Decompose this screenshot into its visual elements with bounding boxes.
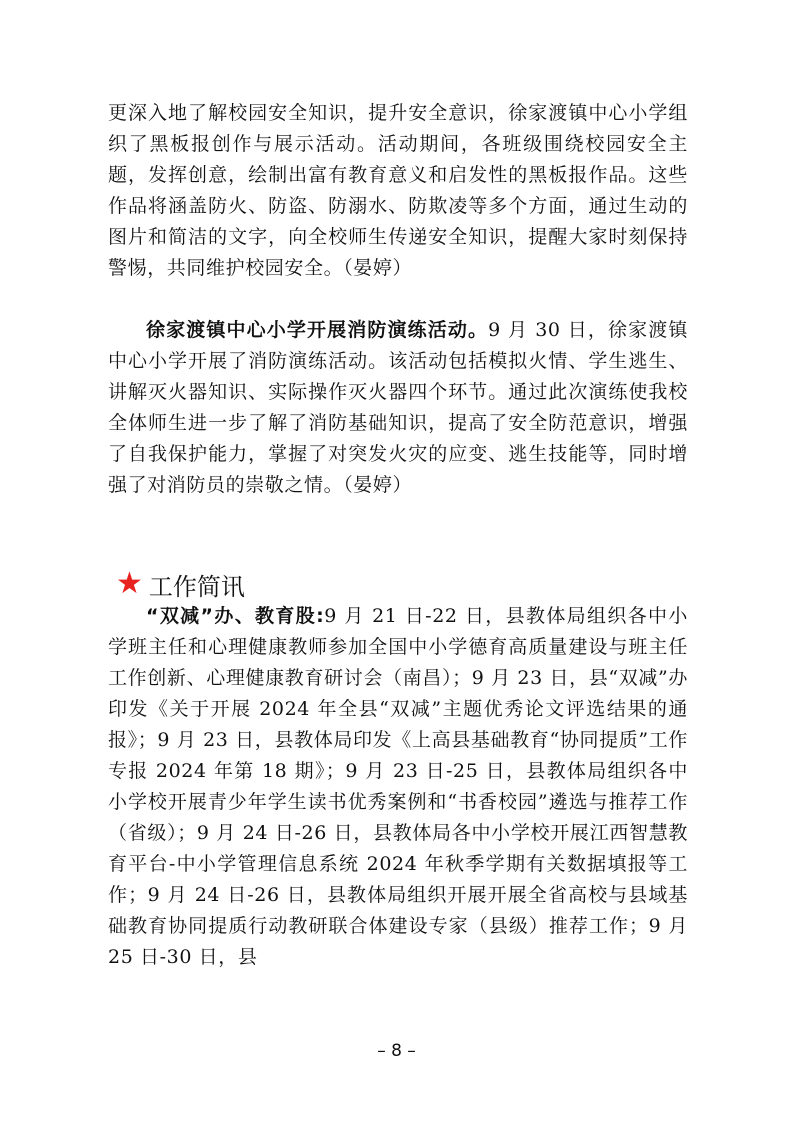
paragraph-blackboard-activity xyxy=(108,98,688,284)
section-title: 工作简讯 xyxy=(148,572,245,601)
page-number: – 8 – xyxy=(377,1041,416,1061)
paragraph-text: 更深入地了解校园安全知识，提升安全意识，徐家渡镇中心小学组织了黑板报创作与展示活动。活动期间，各班级围绕校园安全主题，发挥创意，绘制出富有教育意义和启发性的黑板报作品。这些作品将涵盖防火、防盗、防溺水、防欺凌等多个方面，通过生动的图片和简洁的文字，向全校师生传递安全知识，提醒大家时刻保持警惕，共同维护校园安全。（晏婷） xyxy=(108,102,688,279)
paragraph-fire-drill xyxy=(108,315,688,501)
star-icon: ★ xyxy=(116,566,143,601)
paragraph-work-briefing xyxy=(108,601,688,973)
paragraph-lead: 徐家渡镇中心小学开展消防演练活动。 xyxy=(146,319,489,341)
paragraph-lead: “双减”办、教育股: xyxy=(146,605,325,627)
section-heading xyxy=(116,566,245,602)
paragraph-text: 9 月 21 日-22 日，县教体局组织各中小学班主任和心理健康教师参加全国中小学德育高质量建设与班主任工作创新、心理健康教育研讨会（南昌）；9 月 23 日，县“双减”办印发《关于开展 2024 年全县“双减”主题优秀论文评选结果的通报》；9 月 23 日，县教体局印发《上高县基础教育“协同提质”工作专报 2024 年第 18 期》；9 月 23 日-25 日，县教体局组织各中小学校开展青少年学生读书优秀案例和“书香校园”遴选与推荐工作（省级）；9 月 24 日-26 日，县教体局各中小学校开展江西智慧教育平台-中小学管理信息系统 2024 年秋季学期有关数据填报等工作；9 月 24 日-26 日，县教体局组织开展开展全省高校与县域基础教育协同提质行动教研联合体建设专家（县级）推荐工作；9 月 25 日-30 日，县 xyxy=(108,605,689,968)
paragraph-text: 9 月 30 日，徐家渡镇中心小学开展了消防演练活动。该活动包括模拟火情、学生逃生、讲解灭火器知识、实际操作灭火器四个环节。通过此次演练使我校全体师生进一步了解了消防基础知识，提高了安全防范意识，增强了自我保护能力，掌握了对突发火灾的应变、逃生技能等，同时增强了对消防员的崇敬之情。（晏婷） xyxy=(108,319,689,496)
